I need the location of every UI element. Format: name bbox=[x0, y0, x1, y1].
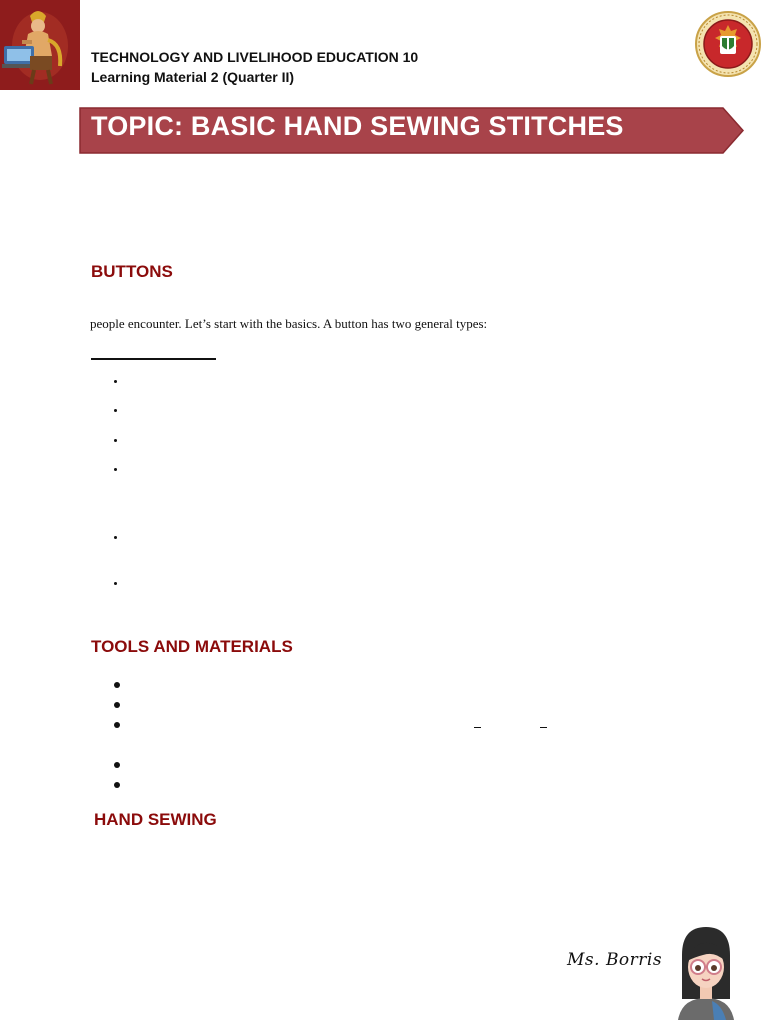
list-item bbox=[114, 409, 117, 412]
list-item bbox=[114, 682, 120, 688]
subject-title: TECHNOLOGY AND LIVELIHOOD EDUCATION 10 bbox=[91, 49, 419, 65]
list-item bbox=[114, 582, 117, 585]
mascot-logo bbox=[0, 0, 80, 90]
list-item bbox=[114, 782, 120, 788]
teacher-signature: Ms. Borris bbox=[567, 950, 663, 970]
list-item bbox=[114, 468, 117, 471]
buttons-paragraph: people encounter. Let’s start with the basics. A button has two general types: bbox=[90, 316, 488, 331]
list-item bbox=[114, 722, 120, 728]
learning-material-subtitle: Learning Material 2 (Quarter II) bbox=[91, 69, 295, 85]
underline-rule bbox=[91, 358, 216, 360]
section-heading-buttons: BUTTONS bbox=[91, 262, 173, 281]
list-item bbox=[114, 702, 120, 708]
section-heading-hand-sewing: HAND SEWING bbox=[94, 810, 217, 829]
list-item bbox=[114, 439, 117, 442]
blank-dash bbox=[540, 727, 547, 728]
school-seal bbox=[695, 11, 761, 77]
list-item bbox=[114, 762, 120, 768]
topic-title: TOPIC: BASIC HAND SEWING STITCHES bbox=[91, 111, 624, 141]
list-item bbox=[114, 536, 117, 539]
list-item bbox=[114, 380, 117, 383]
blank-dash bbox=[474, 727, 481, 728]
section-heading-tools: TOOLS AND MATERIALS bbox=[91, 637, 293, 656]
teacher-avatar bbox=[668, 925, 744, 1020]
